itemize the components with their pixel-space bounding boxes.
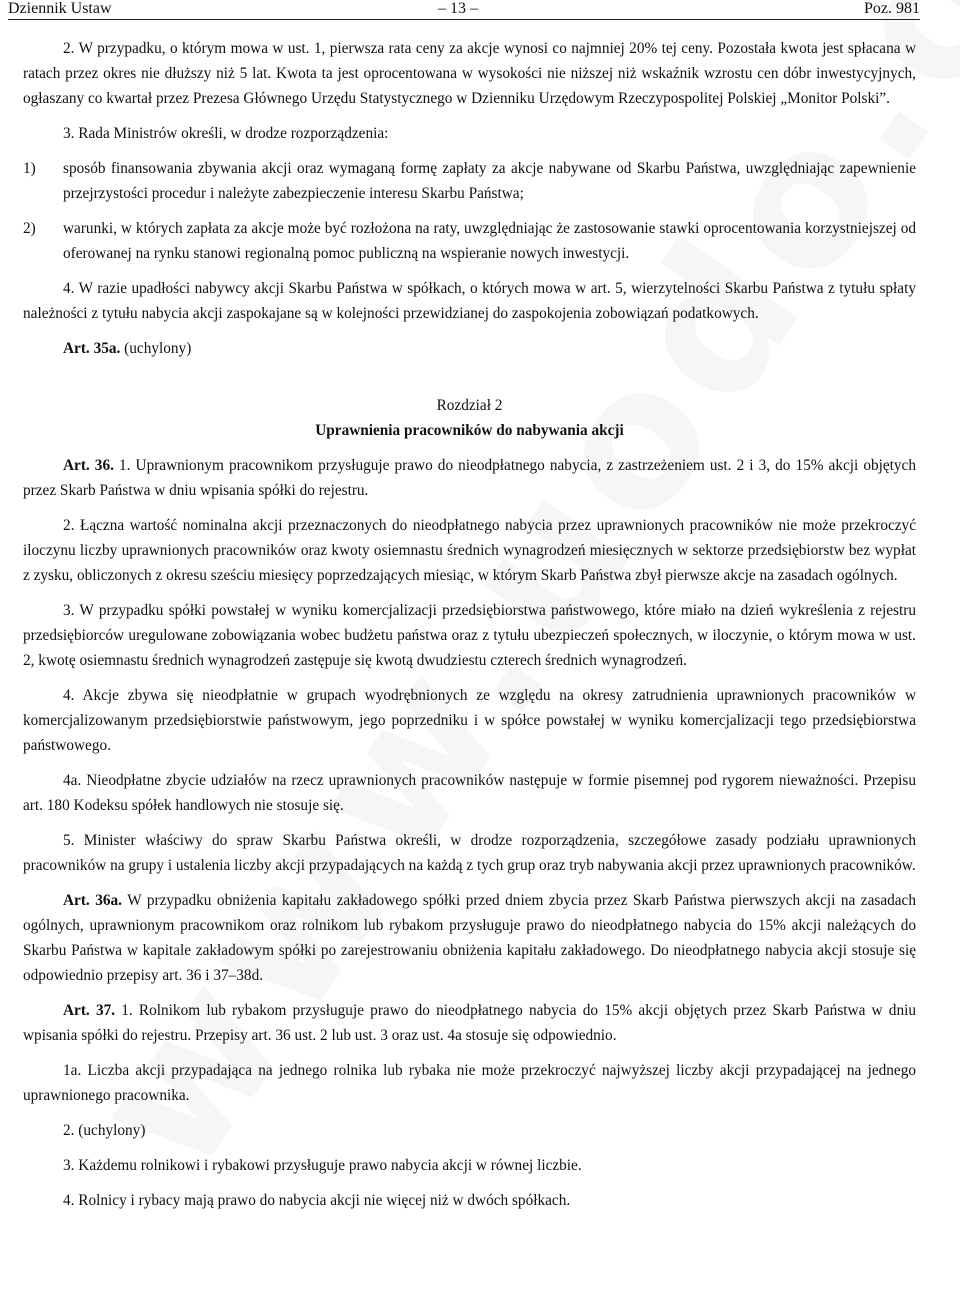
page-header bbox=[8, 0, 920, 20]
article-36-paragraph-5: 5. Minister właściwy do spraw Skarbu Państwa określi, w drodze rozporządzenia, szczegółowe zasady podziału uprawnionych pracowników na grupy i ustalenia liczby akcji przypadających na każdą z tych grup oraz tryb nabywania akcji przez uprawnionych pracowników. bbox=[23, 832, 916, 874]
chapter-title: Uprawnienia pracowników do nabywania akcji bbox=[315, 422, 624, 439]
article-text: (uchylony) bbox=[120, 340, 192, 357]
article-37-paragraph-2: 2. (uchylony) bbox=[63, 1122, 146, 1139]
article-36a bbox=[23, 888, 916, 988]
article-37-paragraph-4: 4. Rolnicy i rybacy mają prawo do nabycia akcji nie więcej niż w dwóch spółkach. bbox=[63, 1192, 571, 1209]
paragraph-4: 4. W razie upadłości nabywcy akcji Skarbu Państwa w spółkach, o których mowa w art. 5, wierzytelności Skarbu Państwa z tytułu spłaty należności z tytułu nabycia akcji zaspokajane są w kolejności przewidzianej do zaspokojenia zobowiązań podatkowych. bbox=[23, 280, 916, 322]
article-text: 1. Uprawnionym pracownikom przysługuje prawo do nieodpłatnego nabycia, z zastrzeżeniem ust. 2 i 3, do 15% akcji objętych przez Skarb Państwa w dniu wpisania spółki do rejestru. bbox=[23, 457, 916, 499]
article-label: Art. 35a. bbox=[63, 340, 121, 357]
document-body bbox=[23, 36, 916, 1223]
list-item bbox=[23, 216, 916, 266]
article-36-paragraph-3: 3. W przypadku spółki powstałej w wyniku komercjalizacji przedsiębiorstwa państwowego, które miało na dzień wykreślenia z rejestru przedsiębiorców uregulowane zobowiązania wobec budżetu państwa oraz z tytułu ubezpieczeń społecznych, w iloczynie, o którym mowa w ust. 2, kwotę osiemnastu średnich wynagrodzeń zastępuje się kwotą dwudziestu czterech średnich wynagrodzeń. bbox=[23, 602, 916, 669]
list-item-text: warunki, w których zapłata za akcje może być rozłożona na raty, uwzględniając że zastosowanie stawki oprocentowania korzystniejszej od oferowanej na rynku stanowi regionalną pomoc publiczną na wspieranie nowych inwestycji. bbox=[63, 220, 916, 262]
position-number: Poz. 981 bbox=[864, 0, 920, 17]
article-label: Art. 37. bbox=[63, 1002, 116, 1019]
article-36-paragraph-4a: 4a. Nieodpłatne zbycie udziałów na rzecz uprawnionych pracowników następuje w formie pisemnej pod rygorem nieważności. Przepisu art. 180 Kodeksu spółek handlowych nie stosuje się. bbox=[23, 772, 916, 814]
list-item bbox=[23, 156, 916, 206]
chapter-number: Rozdział 2 bbox=[436, 397, 503, 414]
article-37 bbox=[23, 998, 916, 1048]
article-label: Art. 36a. bbox=[63, 892, 123, 909]
article-37-paragraph-1a: 1a. Liczba akcji przypadająca na jednego rolnika lub rybaka nie może przekroczyć najwyższej liczby akcji przypadającej na jednego uprawnionego pracownika. bbox=[23, 1062, 916, 1104]
article-35a bbox=[23, 336, 916, 361]
article-36-paragraph-2: 2. Łączna wartość nominalna akcji przeznaczonych do nieodpłatnego nabycia przez uprawnionych pracowników nie może przekroczyć iloczynu liczby uprawnionych pracowników oraz kwoty osiemnastu średnich wynagrodzeń miesięcznych w sektorze przedsiębiorstw bez wypłat z zysku, obliczonych z okresu sześciu miesięcy poprzedzających miesiąc, w którym Skarb Państwa zbył pierwsze akcje na zasadach ogólnych. bbox=[23, 517, 916, 584]
article-label: Art. 36. bbox=[63, 457, 114, 474]
article-text: W przypadku obniżenia kapitału zakładowego spółki przed dniem zbycia przez Skarb Państwa pierwszych akcji na zasadach ogólnych, uprawnionym pracownikom oraz rolnikom lub rybakom przysługuje prawo do nieodpłatnego nabycia do 15% akcji należących do Skarbu Państwa w kapitale zakładowym spółki po zarejestrowaniu obniżenia kapitału zakładowego. Do nieodpłatnego nabycia akcji stosuje się odpowiednio przepisy art. 36 i 37–38d. bbox=[23, 892, 916, 984]
article-text: 1. Rolnikom lub rybakom przysługuje prawo do nieodpłatnego nabycia do 15% akcji objętych przez Skarb Państwa w dniu wpisania spółki do rejestru. Przepisy art. 36 ust. 2 lub ust. 3 oraz ust. 4a stosuje się odpowiednio. bbox=[23, 1002, 916, 1044]
page-number: – 13 – bbox=[438, 0, 478, 17]
list-item-number: 1) bbox=[23, 160, 36, 177]
list-item-text: sposób finansowania zbywania akcji oraz wymaganą formę zapłaty za akcje nabywane od Skarbu Państwa, uwzględniając zapewnienie przejrzystości procedur i należyte zabezpieczenie interesu Skarbu Państwa; bbox=[63, 160, 916, 202]
article-36-paragraph-4: 4. Akcje zbywa się nieodpłatnie w grupach wyodrębnionych ze względu na okresy zatrudnienia uprawnionych pracowników w komercjalizowanym przedsiębiorstwie państwowym, jego poprzedniku i w spółce powstałej w wyniku komercjalizacji tego przedsiębiorstwa państwowego. bbox=[23, 687, 916, 754]
list-item-number: 2) bbox=[23, 220, 36, 237]
article-36 bbox=[23, 453, 916, 503]
journal-title: Dziennik Ustaw bbox=[8, 0, 112, 17]
paragraph-3: 3. Rada Ministrów określi, w drodze rozporządzenia: bbox=[63, 125, 389, 142]
paragraph-2: 2. W przypadku, o którym mowa w ust. 1, pierwsza rata ceny za akcje wynosi co najmniej 20% tej ceny. Pozostała kwota jest spłacana w ratach przez okres nie dłuższy niż 5 lat. Kwota ta jest oprocentowana w wysokości nie niższej niż wskaźnik wzrostu cen dóbr inwestycyjnych, ogłaszany co kwartał przez Prezesa Głównego Urzędu Statystycznego w Dzienniku Urzędowym Rzeczypospolitej Polskiej „Monitor Polski”. bbox=[23, 40, 916, 107]
article-37-paragraph-3: 3. Każdemu rolnikowi i rybakowi przysługuje prawo nabycia akcji w równej liczbie. bbox=[63, 1157, 582, 1174]
